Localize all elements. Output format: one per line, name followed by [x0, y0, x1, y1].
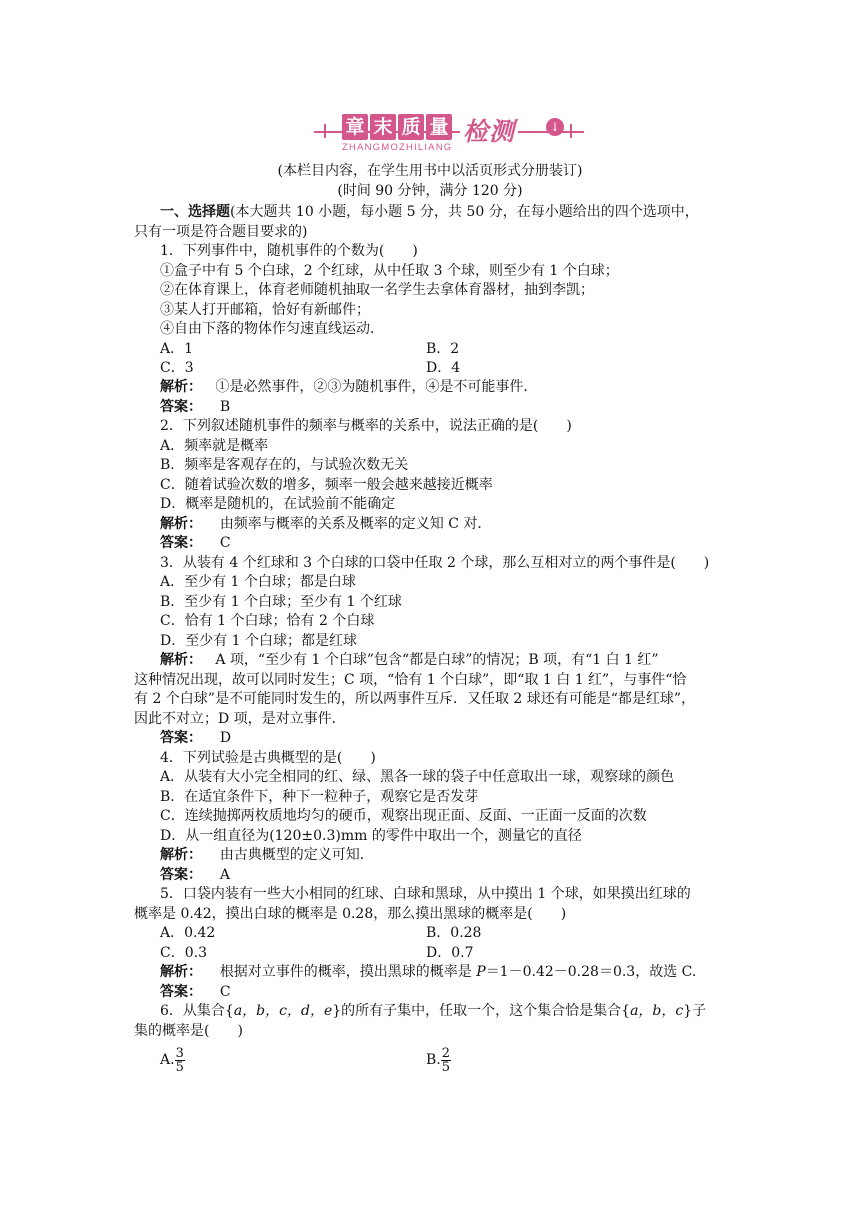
- analysis-label: 解析：: [160, 379, 202, 395]
- q3-analysis-cont: 这种情况出现，故可以同时发生；C 项，“恰有 1 个白球”，即“取 1 白 1 红”，与事件“恰: [134, 672, 687, 688]
- q1-option-a: A．1: [160, 341, 194, 357]
- q1-analysis-text: ①是必然事件，②③为随机事件，④是不可能事件．: [215, 379, 538, 395]
- q4-answer-value: A: [219, 867, 230, 883]
- q6-stem-text: }的所有子集中，任取一个，这个集合恰是集合{: [332, 1003, 631, 1019]
- q6-option-a: [160, 1046, 185, 1074]
- q5-analysis-text: ＝1－0.42－0.28＝0.3，故选 C.: [485, 964, 697, 980]
- fraction: [175, 1047, 185, 1074]
- q2-analysis-text: 由频率与概率的关系及概率的定义知 C 对．: [219, 516, 492, 532]
- banner-pinyin: ZHANGMOZHILIANG: [342, 142, 453, 153]
- q5-option-d: D．0.7: [426, 945, 474, 961]
- q3-analysis-cont: 因此不对立；D 项，是对立事件．: [134, 711, 346, 727]
- analysis-label: 解析：: [160, 964, 202, 980]
- q4-analysis: [160, 846, 374, 865]
- banner-char: 末: [370, 114, 396, 140]
- fraction-denominator: 5: [175, 1059, 184, 1075]
- q1-analysis: [160, 378, 537, 397]
- q2-option-d: D．概率是随机的，在试验前不能确定: [160, 496, 396, 512]
- analysis-label: 解析：: [160, 516, 202, 532]
- q5-option-b: B．0.28: [426, 925, 482, 941]
- option-label: A.: [160, 1052, 175, 1068]
- q4-option-a: A．从装有大小完全相同的红、绿、黑各一球的袋子中任意取出一球，观察球的颜色: [160, 769, 675, 785]
- fraction-denominator: 5: [441, 1059, 451, 1075]
- q5-answer-value: C: [219, 984, 231, 1000]
- q3-answer: [160, 729, 231, 748]
- q1-answer-value: B: [219, 399, 231, 415]
- section-desc: (本大题共 10 小题，每小题 5 分，共 50 分，在每小题给出的四个选项中，: [230, 204, 699, 220]
- header-note: (本栏目内容，在学生用书中以活页形式分册装订): [277, 163, 583, 179]
- q4-stem: 4．下列试验是古典概型的是( ): [160, 750, 376, 766]
- q1-item: ②在体育课上，体育老师随机抽取一名学生去拿体育器材，抽到李凯；: [160, 282, 594, 298]
- chapter-banner: [314, 110, 584, 156]
- banner-char: 质: [398, 114, 424, 140]
- fraction-numerator: 3: [175, 1045, 184, 1061]
- q6-stem-cont: 集的概率是( ): [134, 1023, 243, 1039]
- q1-item: ④自由下落的物体作匀速直线运动．: [160, 321, 384, 337]
- q3-option-b: B．至少有 1 个白球；至少有 1 个红球: [160, 594, 402, 610]
- down-arrow-icon: ↓: [546, 118, 564, 136]
- answer-label: 答案：: [160, 399, 202, 415]
- q2-answer-value: C: [219, 535, 231, 551]
- section-desc-cont: 只有一项是符合题目要求的): [134, 224, 308, 240]
- analysis-label: 解析：: [160, 652, 202, 668]
- q4-option-b: B．在适宜条件下，种下一粒种子，观察它是否发芽: [160, 789, 479, 805]
- answer-label: 答案：: [160, 867, 202, 883]
- q4-option-c: C．连续抛掷两枚质地均匀的硬币，观察出现正面、反面、一正面一反面的次数: [160, 808, 647, 824]
- banner-tick: [324, 124, 326, 138]
- q2-option-b: B．频率是客观存在的，与试验次数无关: [160, 457, 409, 473]
- q6-set-1: a，b，c，d，e: [233, 1003, 333, 1019]
- q1-option-d: D．4: [426, 360, 461, 376]
- banner-char: 量: [426, 114, 452, 140]
- q1-option-c: C．3: [160, 360, 194, 376]
- q6-option-b: [426, 1046, 451, 1074]
- section-title-line: [160, 203, 699, 222]
- q5-analysis: [160, 963, 696, 982]
- answer-label: 答案：: [160, 984, 202, 1000]
- q2-answer: [160, 534, 231, 553]
- header-time: (时间 90 分钟，满分 120 分): [337, 183, 523, 199]
- q6-stem-text: }子: [683, 1003, 707, 1019]
- q1-option-b: B．2: [426, 341, 460, 357]
- q3-option-d: D．至少有 1 个白球；都是红球: [160, 633, 358, 649]
- q3-stem: 3．从装有 4 个红球和 3 个白球的口袋中任取 2 个球，那么互相对立的两个事件是( ): [160, 555, 710, 571]
- q1-stem: 1．下列事件中，随机事件的个数为( ): [160, 243, 418, 259]
- q5-analysis-text: 根据对立事件的概率，摸出黑球的概率是: [219, 964, 477, 980]
- banner-char: 章: [342, 114, 368, 140]
- q5-stem: 5．口袋内装有一些大小相同的红球、白球和黑球，从中摸出 1 个球，如果摸出红球的: [160, 886, 691, 902]
- q3-analysis-cont: 有 2 个白球”是不可能同时发生的，所以两事件互斥．又任取 2 球还有可能是“都是红球”，: [134, 691, 696, 707]
- q1-item: ③某人打开邮箱，恰好有新邮件；: [160, 302, 370, 318]
- q2-stem: 2．下列叙述随机事件的频率与概率的关系中，说法正确的是( ): [160, 418, 572, 434]
- q2-option-a: A．频率就是概率: [160, 438, 269, 454]
- option-label: B.: [426, 1052, 441, 1068]
- q3-answer-value: D: [219, 730, 232, 746]
- q3-option-a: A．至少有 1 个白球；都是白球: [160, 574, 356, 590]
- q5-answer: [160, 983, 231, 1002]
- q2-analysis: [160, 515, 491, 534]
- q1-item: ①盒子中有 5 个白球，2 个红球，从中任取 3 个球，则至少有 1 个白球；: [160, 263, 619, 279]
- banner-title-boxes: [342, 114, 452, 140]
- section-title: 一、选择题: [160, 204, 230, 220]
- q5-option-a: A．0.42: [160, 925, 216, 941]
- q6-stem-text: 6．从集合{: [160, 1003, 234, 1019]
- q5-option-c: C．0.3: [160, 945, 207, 961]
- q3-analysis: [160, 651, 659, 670]
- q3-analysis-text: A 项，“至少有 1 个白球”包含“都是白球”的情况；B 项，有“1 白 1 红”: [215, 652, 659, 668]
- q3-option-c: C．恰有 1 个白球；恰有 2 个白球: [160, 613, 375, 629]
- fraction-numerator: 2: [441, 1045, 451, 1061]
- answer-label: 答案：: [160, 535, 202, 551]
- q4-option-d: D．从一组直径为(120±0.3)mm 的零件中取出一个，测量它的直径: [160, 828, 582, 844]
- answer-label: 答案：: [160, 730, 202, 746]
- q6-stem: [160, 1002, 706, 1021]
- banner-title-jiance: 检测: [460, 112, 518, 148]
- q5-analysis-var: P: [476, 964, 486, 980]
- q6-set-2: a，b，c: [630, 1003, 684, 1019]
- fraction: [441, 1047, 451, 1074]
- q4-analysis-text: 由古典概型的定义可知．: [219, 847, 374, 863]
- q5-stem-cont: 概率是 0.42，摸出白球的概率是 0.28，那么摸出黑球的概率是( ): [134, 906, 567, 922]
- banner-tick: [570, 124, 572, 138]
- q4-answer: [160, 866, 230, 885]
- q2-option-c: C．随着试验次数的增多，频率一般会越来越接近概率: [160, 477, 493, 493]
- q1-answer: [160, 398, 230, 417]
- analysis-label: 解析：: [160, 847, 202, 863]
